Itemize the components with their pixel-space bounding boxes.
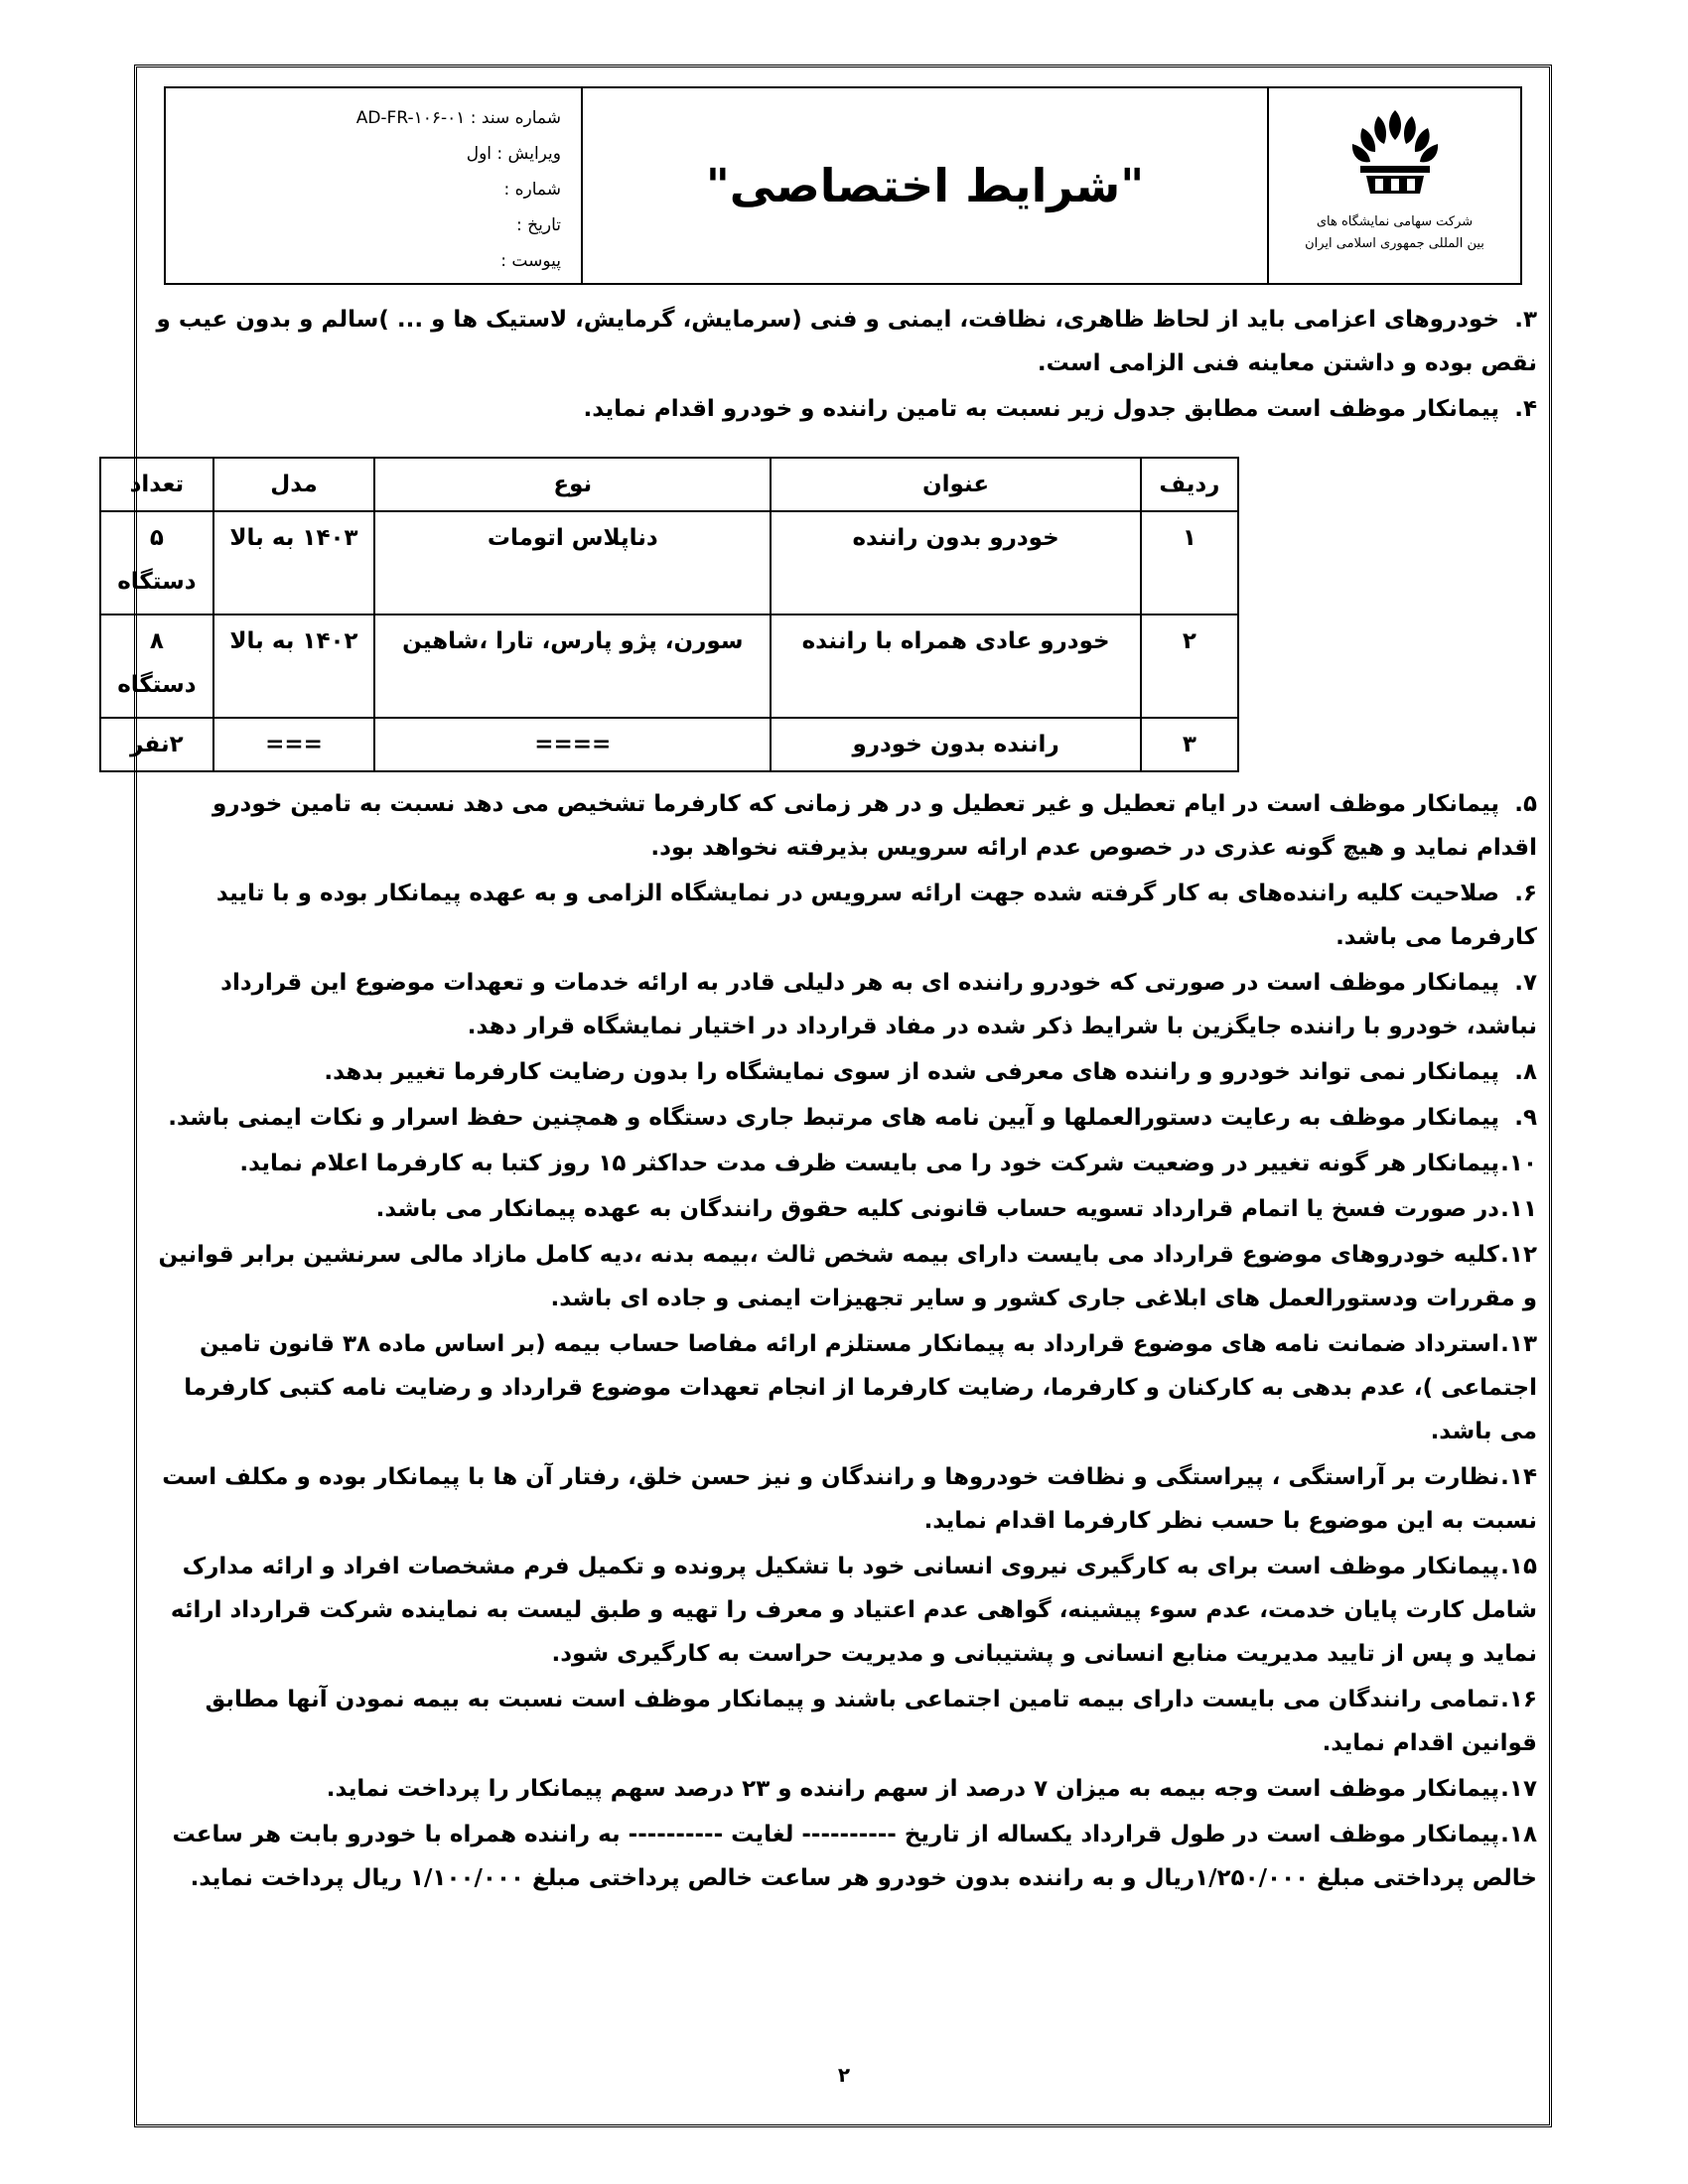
table-cell: ۳ [1141,718,1238,771]
clause-item [149,1233,1537,1320]
clause-text: پیمانکار موظف است در طول قرارداد یکساله از تاریخ ---------- لغایت ---------- به راننده همراه با خودرو بابت هر ساعت خالص پرداختی مبلغ ۱/۲۵۰/۰۰۰ریال و به راننده بدون خودرو هر ساعت خالص پرداختی مبلغ ۱/۱۰۰/۰۰۰ ریال پرداخت نماید. [172,1822,1537,1891]
table-cell: خودرو عادی همراه با راننده [771,614,1140,718]
clause-item [149,1142,1537,1185]
clause-number: ۱۷. [1500,1776,1537,1802]
clause-item [149,1050,1537,1094]
doc-edition: ویرایش : اول [466,144,561,164]
vehicle-table [99,457,1239,772]
clause-item [149,1322,1537,1453]
table-cell: === [213,718,374,771]
table-row [100,614,1238,718]
doc-number: شماره سند : AD-FR-۱۰۶-۰۱ [355,108,561,128]
clause-number: ۳. [1514,307,1537,333]
clause-text: پیمانکار هر گونه تغییر در وضعیت شرکت خود را می بایست ظرف مدت حداکثر ۱۵ روز کتبا به کارفرما اعلام نماید. [239,1151,1499,1176]
document-meta [166,88,583,283]
table-cell: ۲ [1141,614,1238,718]
column-header: ردیف [1141,458,1238,511]
column-header: عنوان [771,458,1140,511]
clause-text: پیمانکار موظف است در صورتی که خودرو راننده ای به هر دلیلی قادر به ارائه خدمات و تعهدات موضوع این قرارداد نباشد، خودرو با راننده جایگزین با شرایط ذکر شده در مفاد قرارداد در اختیار نمایشگاه قرار دهد. [220,970,1537,1039]
clause-text: خودروهای اعزامی باید از لحاظ ظاهری، نظافت، ایمنی و فنی (سرمایش، گرمایش، لاستیک ها و ... )سالم و بدون عیب و نقص بوده و داشتن معاینه فنی الزامی است. [156,307,1537,376]
clause-number: ۱۶. [1500,1687,1537,1712]
clause-text: پیمانکار نمی تواند خودرو و راننده های معرفی شده از سوی نمایشگاه را بدون رضایت کارفرما تغییر بدهد. [324,1059,1499,1085]
clause-number: ۱۸. [1500,1822,1537,1847]
clause-text: نظارت بر آراستگی ، پیراستگی و نظافت خودروها و رانندگان و نیز حسن خلق، رفتار آن ها با پیمانکار بوده و مکلف است نسبت به این موضوع با حسب نظر کارفرما اقدام نماید. [162,1464,1537,1534]
clause-text: استرداد ضمانت نامه های موضوع قرارداد به پیمانکار مستلزم ارائه مفاصا حساب بیمه (بر اساس ماده ۳۸ قانون تامین اجتماعی )، عدم بدهی به کارکنان و کارفرما، رضایت کارفرما از انجام تعهدات موضوع قرارداد و رضایت نامه کتبی کارفرما می باشد. [184,1331,1537,1444]
company-name-line1: شرکت سهامی نمایشگاه های [1316,214,1474,229]
clause-number: ۱۱. [1500,1196,1537,1222]
clause-number: ۱۴. [1500,1464,1537,1490]
clause-text: پیمانکار موظف است وجه بیمه به میزان ۷ درصد از سهم راننده و ۲۳ درصد سهم پیمانکار را پرداخت نماید. [326,1776,1499,1802]
column-header: مدل [213,458,374,511]
page-number: ۲ [837,2063,851,2087]
clause-item [149,961,1537,1048]
company-logo [1267,88,1520,283]
page-title: "شرایط اختصاصی" [705,159,1145,212]
clause-item [149,782,1537,870]
clause-list [149,782,1537,1900]
table-cell: دناپلاس اتومات [374,511,771,614]
document-header [164,86,1522,285]
clause-text: کلیه خودروهای موضوع قرارداد می بایست دارای بیمه شخص ثالث ،بیمه بدنه ،دیه کامل مازاد مالی سرنشین برابر قوانین و مقررات ودستورالعمل های ابلاغی جاری کشور و سایر تجهیزات ایمنی و جاده ای باشد. [158,1242,1537,1311]
column-header: نوع [374,458,771,511]
clause-number: ۱۳. [1500,1331,1537,1357]
table-cell: ۱۴۰۳ به بالا [213,511,374,614]
clause-number: ۴. [1514,396,1537,422]
table-cell: راننده بدون خودرو [771,718,1140,771]
clause-text: در صورت فسخ یا اتمام قرارداد تسویه حساب قانونی کلیه حقوق رانندگان به عهده پیمانکار می باشد. [375,1196,1499,1222]
clause-number: ۱۲. [1500,1242,1537,1268]
doc-attachment: پیوست : [500,251,561,271]
table-cell: ۱ [1141,511,1238,614]
clause-item [149,1767,1537,1811]
clause-text: پیمانکار موظف به رعایت دستورالعملها و آیین نامه های مرتبط جاری دستگاه و همچنین حفظ اسرار و نکات ایمنی باشد. [168,1105,1499,1131]
table-cell: ۱۴۰۲ به بالا [213,614,374,718]
table-header-row [100,458,1238,511]
table-cell: ==== [374,718,771,771]
clause-number: ۱۰. [1500,1151,1537,1176]
clause-item [149,1545,1537,1676]
table-cell: ۸ دستگاه [100,614,213,718]
clause-item [149,1455,1537,1543]
doc-reference: شماره : [503,180,561,200]
table-cell: خودرو بدون راننده [771,511,1140,614]
table-row [100,718,1238,771]
table-cell: سورن، پژو پارس، تارا ،شاهین [374,614,771,718]
company-logo-icon [1340,102,1450,202]
clause-item [149,298,1537,385]
table-cell: ۲نفر [100,718,213,771]
clause-number: ۶. [1514,881,1537,906]
clause-text: پیمانکار موظف است مطابق جدول زیر نسبت به تامین راننده و خودرو اقدام نماید. [583,396,1499,422]
document-body [117,298,1537,1902]
clause-text: پیمانکار موظف است برای به کارگیری نیروی انسانی خود با تشکیل پرونده و تکمیل فرم مشخصات افراد و ارائه مدارک شامل کارت پایان خدمت، عدم سوء پیشینه، گواهی عدم اعتیاد و معرف را تهیه و طبق لیست به نماینده شرکت قرارداد ارائه نماید و پس از تایید مدیریت منابع انسانی و پشتیبانی و مدیریت حراست به کارگیری شود. [170,1554,1537,1667]
clause-number: ۵. [1514,791,1537,817]
doc-date: تاریخ : [516,215,561,235]
clause-item [149,387,1537,431]
company-name-line2: بین المللی جمهوری اسلامی ایران [1305,236,1484,251]
clause-number: ۷. [1514,970,1537,996]
clause-item [149,1096,1537,1140]
clause-item [149,872,1537,959]
clause-text: تمامی رانندگان می بایست دارای بیمه تامین اجتماعی باشند و پیمانکار موظف است نسبت به بیمه نمودن آنها مطابق قوانین اقدام نماید. [205,1687,1537,1756]
clause-number: ۱۵. [1500,1554,1537,1579]
column-header: تعداد [100,458,213,511]
clause-item [149,1813,1537,1900]
table-row [100,511,1238,614]
clause-item [149,1187,1537,1231]
clause-item [149,1678,1537,1765]
clause-number: ۸. [1514,1059,1537,1085]
clause-text: پیمانکار موظف است در ایام تعطیل و غیر تعطیل و در هر زمانی که کارفرما تشخیص می دهد نسبت به تامین خودرو اقدام نماید و هیچ گونه عذری در خصوص عدم ارائه سرویس بذیرفته نخواهد بود. [212,791,1537,861]
table-cell: ۵ دستگاه [100,511,213,614]
clause-number: ۹. [1514,1105,1537,1131]
clause-text: صلاحیت کلیه راننده‌های به کار گرفته شده جهت ارائه سرویس در نمایشگاه الزامی و به عهده پیمانکار بوده و با تایید کارفرما می باشد. [215,881,1537,950]
